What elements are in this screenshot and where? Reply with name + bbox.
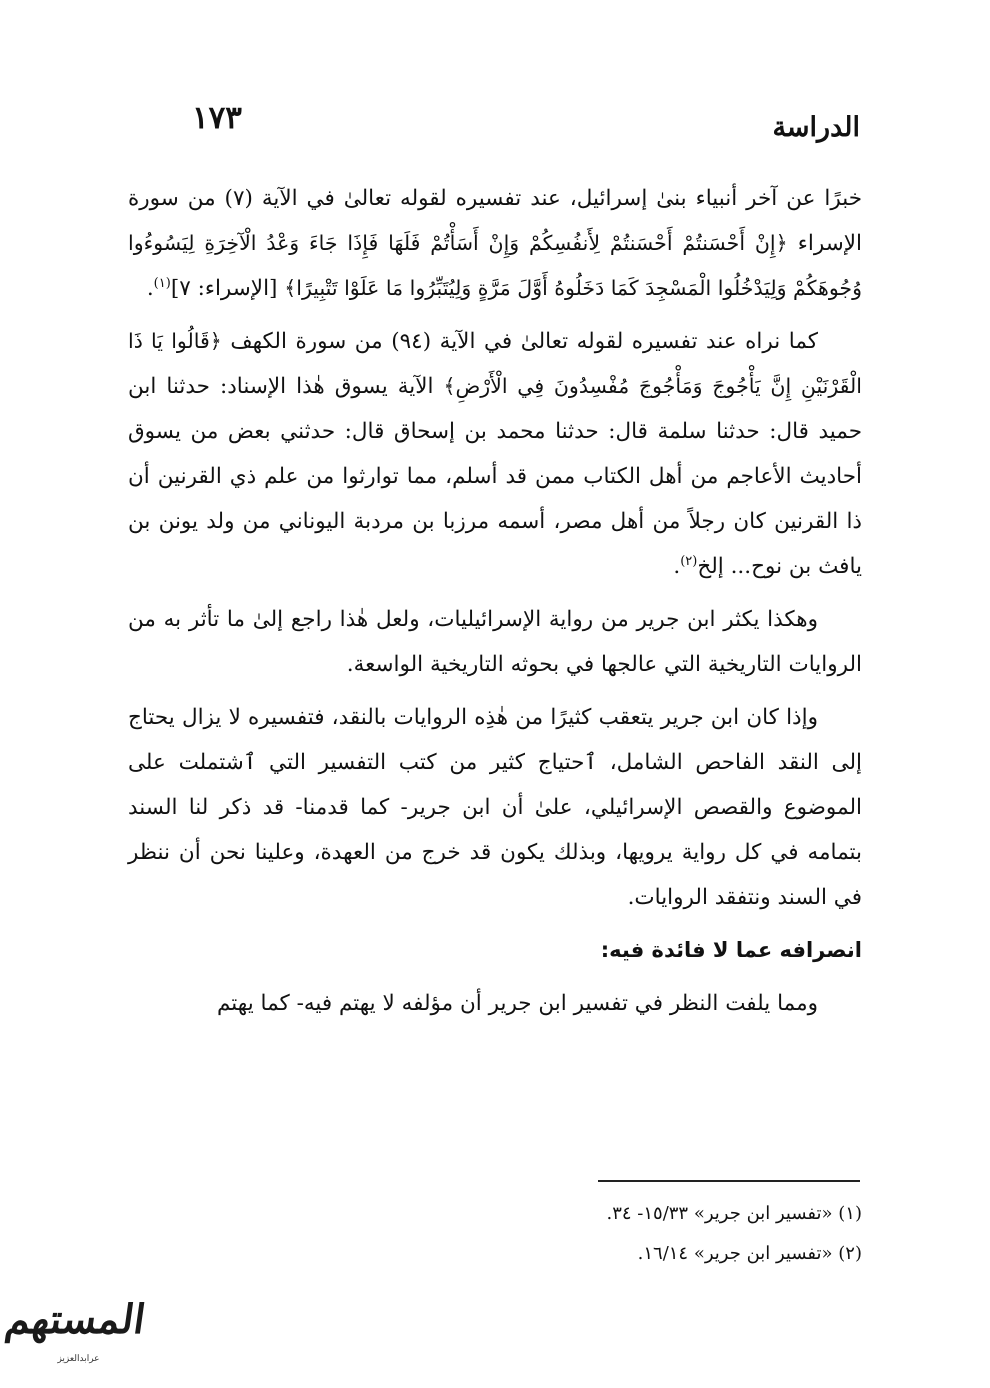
paragraph-2-text-b: الآية يسوق هٰذا الإسناد: حدثنا ابن حميد قال: حدثنا سلمة قال: حدثنا محمد بن إسحاق قال: حدثني بعض من يسوق أحاديث الأعاجم من أهل الكتاب ممن قد أسلم، مما توارثوا من علم ذي القرنين أن ذا القرنين كان رجلاً من أهل مصر، أسمه مرزبا بن مردبة اليوناني من ولد يونن بن يافث بن نوح... إلخ bbox=[128, 374, 862, 579]
logo-calligraphy: المستهم bbox=[2, 1296, 149, 1343]
paragraph-2 bbox=[128, 319, 862, 589]
footnote-1: (١) «تفسير ابن جرير» ١٥/٣٣- ٣٤. bbox=[606, 1203, 862, 1224]
body-text bbox=[128, 176, 862, 1034]
paragraph-2-end: . bbox=[673, 554, 681, 579]
paragraph-1-text-a: خبرًا عن آخر أنبياء بنىٰ إسرائيل، عند تفسيره لقوله تعالىٰ في الآية (٧) من سورة الإسراء bbox=[128, 186, 863, 256]
footnote-ref-1[interactable]: (١) bbox=[153, 275, 171, 291]
page-header bbox=[130, 100, 860, 160]
page-number: ١٧٣ bbox=[192, 100, 242, 136]
footnote-divider bbox=[598, 1180, 860, 1182]
footnote-2: (٢) «تفسير ابن جرير» ١٦/١٤. bbox=[637, 1243, 862, 1264]
watermark-logo bbox=[2, 1296, 149, 1376]
paragraph-1 bbox=[128, 176, 862, 311]
section-title: انصرافه عما لا فائدة فيه: bbox=[600, 938, 862, 962]
footnotes bbox=[128, 1194, 862, 1274]
paragraph-2-text-a: كما نراه عند تفسيره لقوله تعالىٰ في الآية (٩٤) من سورة الكهف bbox=[221, 329, 818, 354]
paragraph-5: ومما يلفت النظر في تفسير ابن جرير أن مؤلفه لا يهتم فيه- كما يهتم bbox=[217, 991, 818, 1016]
footnote-ref-2[interactable]: (٢) bbox=[680, 553, 698, 569]
paragraph-1-citation: [الإسراء: ٧] bbox=[170, 276, 285, 301]
running-head: الدراسة bbox=[772, 112, 860, 143]
paragraph-4: وإذا كان ابن جرير يتعقب كثيرًا من هٰذِه الروايات بالنقد، فتفسيره لا يزال يحتاج إلى النقد الفاحص الشامل، ٱحتياج كثير من كتب التفسير التي ٱشتملت على الموضوع والقصص الإسرائيلي، علىٰ أن ابن جرير- كما قدمنا- قد ذكر لنا السند بتمامه في كل رواية يرويها، وبذلك يكون قد خرج من العهدة، وعلينا نحن أن ننظر في السند ونتفقد الروايات. bbox=[128, 705, 862, 910]
paragraph-1-end: . bbox=[146, 276, 154, 301]
quran-verse-isra: ﴿إِنْ أَحْسَنتُمْ أَحْسَنتُمْ لِأَنفُسِكُمْ وَإِنْ أَسَأْتُمْ فَلَهَا فَإِذَا جَاءَ وَعْدُ الْآخِرَةِ لِيَسُوءُوا وُجُوهَكُمْ وَلِيَدْخُلُوا الْمَسْجِدَ كَمَا دَخَلُوهُ أَوَّلَ مَرَّةٍ وَلِيُتَبِّرُوا مَا عَلَوْا تَتْبِيرًا﴾ bbox=[128, 231, 862, 300]
quran-verse-kahf: ﴿قَالُوا يَا ذَا الْقَرْنَيْنِ إِنَّ يَأْجُوجَ وَمَأْجُوجَ مُفْسِدُونَ فِي الْأَرْضِ﴾ bbox=[128, 329, 862, 398]
paragraph-3: وهكذا يكثر ابن جرير من رواية الإسرائيليات، ولعل هٰذا راجع إلىٰ ما تأثر به من الروايات التاريخية التي عالجها في بحوثه التاريخية الواسعة. bbox=[128, 607, 862, 677]
logo-subtext: عرابدالعزيز bbox=[57, 1354, 100, 1364]
